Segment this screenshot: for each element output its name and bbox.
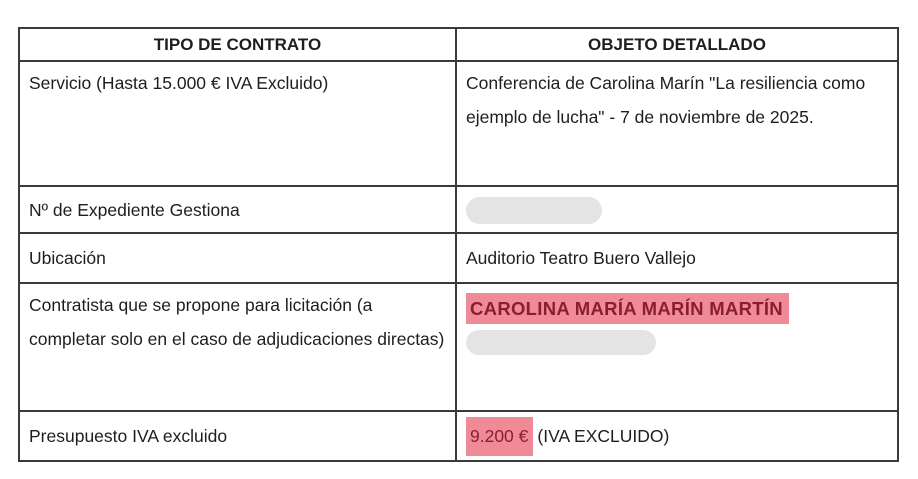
expediente-value-cell	[456, 186, 898, 233]
budget-suffix: (IVA EXCLUIDO)	[537, 426, 670, 446]
presupuesto-label: Presupuesto IVA excluido	[19, 411, 456, 461]
table-row-expediente	[19, 186, 898, 233]
contratista-value-cell	[456, 283, 898, 411]
highlighted-contractor-name: CAROLINA MARÍA MARÍN MARTÍN	[466, 293, 789, 324]
servicio-value: Conferencia de Carolina Marín "La resiliencia como ejemplo de lucha" - 7 de noviembre de 2025.	[456, 61, 898, 186]
contract-details-table	[18, 27, 899, 462]
redacted-expediente-value	[466, 197, 602, 224]
table-header-row	[19, 28, 898, 61]
contratista-label: Contratista que se propone para licitación (a completar solo en el caso de adjudicaciones directas)	[19, 283, 456, 411]
table-row-contratista	[19, 283, 898, 411]
ubicacion-value: Auditorio Teatro Buero Vallejo	[456, 233, 898, 283]
expediente-label: Nº de Expediente Gestiona	[19, 186, 456, 233]
presupuesto-value-cell	[456, 411, 898, 461]
table-row-servicio	[19, 61, 898, 186]
redacted-contratista-value	[466, 330, 656, 355]
ubicacion-label: Ubicación	[19, 233, 456, 283]
servicio-label: Servicio (Hasta 15.000 € IVA Excluido)	[19, 61, 456, 186]
table-row-ubicacion	[19, 233, 898, 283]
table-row-presupuesto	[19, 411, 898, 461]
header-objeto-detallado: OBJETO DETALLADO	[456, 28, 898, 61]
highlighted-budget-amount: 9.200 €	[466, 417, 533, 456]
header-tipo-de-contrato: TIPO DE CONTRATO	[19, 28, 456, 61]
